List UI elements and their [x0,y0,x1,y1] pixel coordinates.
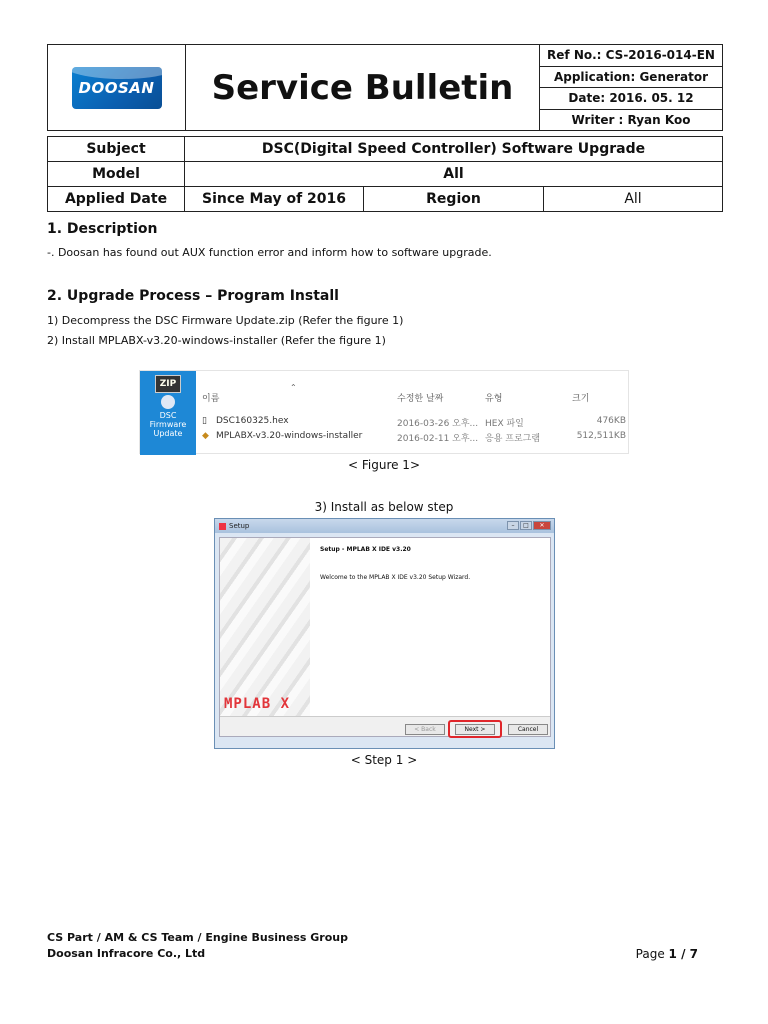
cancel-button[interactable]: Cancel [508,724,548,735]
step-2-text: 2) Install MPLABX-v3.20-windows-installer (Refer the figure 1) [47,334,386,347]
minimize-icon[interactable]: – [507,521,519,530]
figure-1-explorer [139,370,629,454]
writer: Writer : Ryan Koo [571,112,691,127]
bulletin-header [47,44,723,131]
wizard-side-banner [220,538,310,716]
file-type: 응용 프로그램 [485,434,541,444]
subject-row [48,137,723,162]
applied-row [48,187,723,212]
upgrade-heading: 2. Upgrade Process – Program Install [47,288,339,304]
file-size: 512,511KB [576,431,626,441]
sort-up-icon: ⌃ [290,383,297,392]
subject-value: DSC(Digital Speed Controller) Software Upgrade [185,137,723,162]
wizard-welcome: Welcome to the MPLAB X IDE v3.20 Setup Wizard. [320,574,471,581]
setup-icon [219,523,226,530]
zip-file-icon[interactable] [140,371,196,455]
setup-wizard-body [219,537,551,737]
file-name: MPLABX-v3.20-windows-installer [216,431,363,441]
back-button[interactable]: < Back [405,724,445,735]
application: Application: Generator [540,67,722,89]
footer-team: CS Part / AM & CS Team / Engine Business Group [47,931,348,944]
maximize-icon[interactable]: □ [520,521,532,530]
setup-window [214,518,555,749]
page-number [636,947,698,961]
applied-label: Applied Date [48,187,185,212]
page-current: 1 [668,947,677,961]
file-date: 2016-03-26 오후... [397,419,479,429]
step-1-text: 1) Decompress the DSC Firmware Update.zip (Refer the figure 1) [47,314,404,327]
page-total: 7 [689,947,698,961]
file-size: 476KB [596,416,626,426]
model-row [48,162,723,187]
zip-file-label: DSC Firmware Update [149,411,187,438]
step-3-text: 3) Install as below step [314,500,454,514]
window-title: Setup [229,522,250,530]
subject-label: Subject [48,137,185,162]
column-date[interactable]: 수정한 날짜 [397,394,444,404]
page-prefix: Page [635,947,669,961]
close-icon[interactable]: ✕ [533,521,551,530]
description-heading: 1. Description [47,221,158,237]
document-title: Service Bulletin [186,45,540,130]
file-type: HEX 파일 [485,419,524,429]
region-value: All [544,187,723,212]
file-date: 2016-02-11 오후... [397,434,479,444]
doosan-logo: DOOSAN [72,67,162,109]
mplab-logo: MPLAB X [224,696,291,712]
model-label: Model [48,162,185,187]
header-meta [540,45,722,130]
window-titlebar[interactable] [215,519,554,533]
footer-company: Doosan Infracore Co., Ltd [47,947,206,960]
zip-badge: ZIP [155,375,181,393]
date: Date: 2016. 05. 12 [540,88,722,110]
column-size[interactable]: 크기 [572,394,590,404]
model-value: All [185,162,723,187]
info-table [47,136,723,212]
description-text: -. Doosan has found out AUX function error and inform how to software upgrade. [47,246,492,259]
step-1-caption: < Step 1 > [350,753,418,767]
column-type[interactable]: 유형 [485,394,503,404]
installer-icon: ◆ [202,431,209,441]
file-icon: ▯ [202,416,207,426]
applied-value: Since May of 2016 [185,187,364,212]
region-label: Region [364,187,544,212]
ref-number: Ref No.: CS-2016-014-EN [540,45,722,67]
column-name[interactable]: 이름 [202,394,220,404]
zip-circle-icon [161,395,175,409]
wizard-footer [220,716,550,736]
wizard-heading: Setup - MPLAB X IDE v3.20 [320,546,411,553]
file-name: DSC160325.hex [216,416,289,426]
next-button[interactable]: Next > [455,724,495,735]
page-separator: / [676,947,690,961]
logo-cell [48,45,186,130]
figure-1-caption: < Figure 1> [347,458,420,472]
